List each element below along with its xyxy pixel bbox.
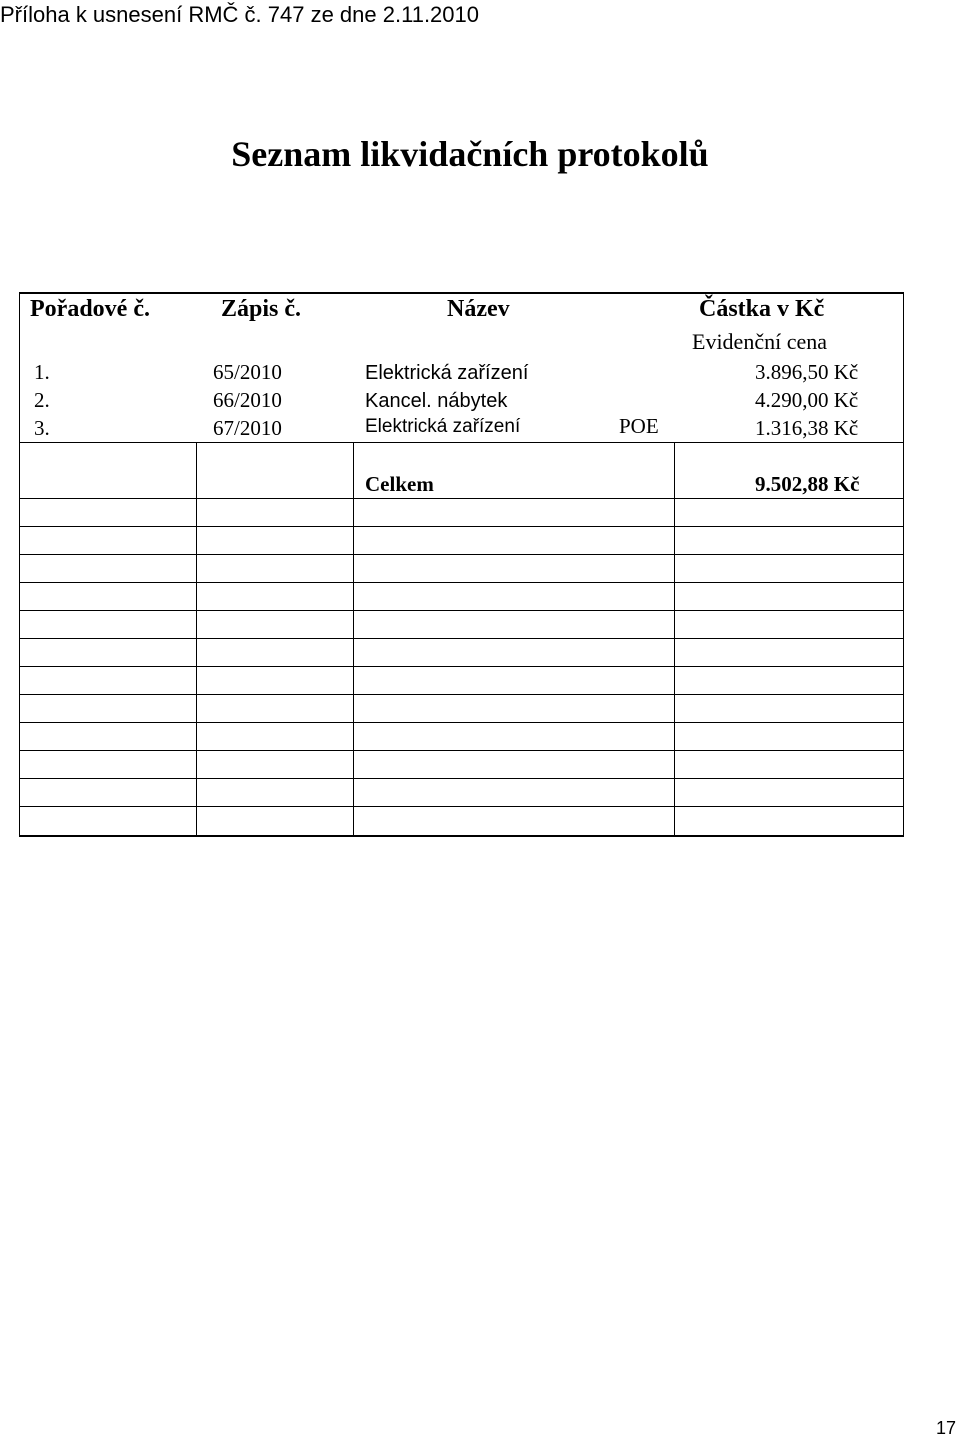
row3-poradi: 3. xyxy=(34,416,50,440)
row3-nazev: Elektrická zařízení xyxy=(365,416,521,437)
row-divider xyxy=(19,638,904,639)
row-divider xyxy=(19,442,904,443)
row-divider xyxy=(19,554,904,555)
row-divider xyxy=(19,806,904,807)
header-zapis: Zápis č. xyxy=(221,296,302,322)
row-divider xyxy=(19,582,904,583)
total-label: Celkem xyxy=(365,472,434,496)
row3-castka: 1.316,38 Kč xyxy=(755,416,859,440)
row3-note: POE xyxy=(619,414,659,438)
row2-castka: 4.290,00 Kč xyxy=(755,388,859,412)
document-title: Seznam likvidačních protokolů xyxy=(231,134,709,174)
row-divider xyxy=(19,750,904,751)
header-castka: Částka v Kč xyxy=(699,296,825,322)
row-divider xyxy=(19,722,904,723)
row-divider xyxy=(19,498,904,499)
total-value: 9.502,88 Kč xyxy=(755,472,860,496)
row-divider xyxy=(19,666,904,667)
row-divider xyxy=(19,778,904,779)
row-divider xyxy=(19,526,904,527)
row2-zapis: 66/2010 xyxy=(213,388,282,412)
row-divider xyxy=(19,610,904,611)
protocol-table xyxy=(19,292,904,835)
row1-poradi: 1. xyxy=(34,360,50,384)
row2-poradi: 2. xyxy=(34,388,50,412)
row2-nazev: Kancel. nábytek xyxy=(365,390,508,412)
header-castka-sub: Evidenční cena xyxy=(692,329,827,354)
page-number: 17 xyxy=(935,1418,956,1438)
header-nazev: Název xyxy=(447,296,510,322)
header-poradi: Pořadové č. xyxy=(30,296,150,322)
row-divider xyxy=(19,694,904,695)
row3-zapis: 67/2010 xyxy=(213,416,282,440)
row1-nazev: Elektrická zařízení xyxy=(365,362,529,384)
header-note: Příloha k usnesení RMČ č. 747 ze dne 2.11.2010 xyxy=(0,2,479,27)
row1-castka: 3.896,50 Kč xyxy=(755,360,859,384)
row1-zapis: 65/2010 xyxy=(213,360,282,384)
